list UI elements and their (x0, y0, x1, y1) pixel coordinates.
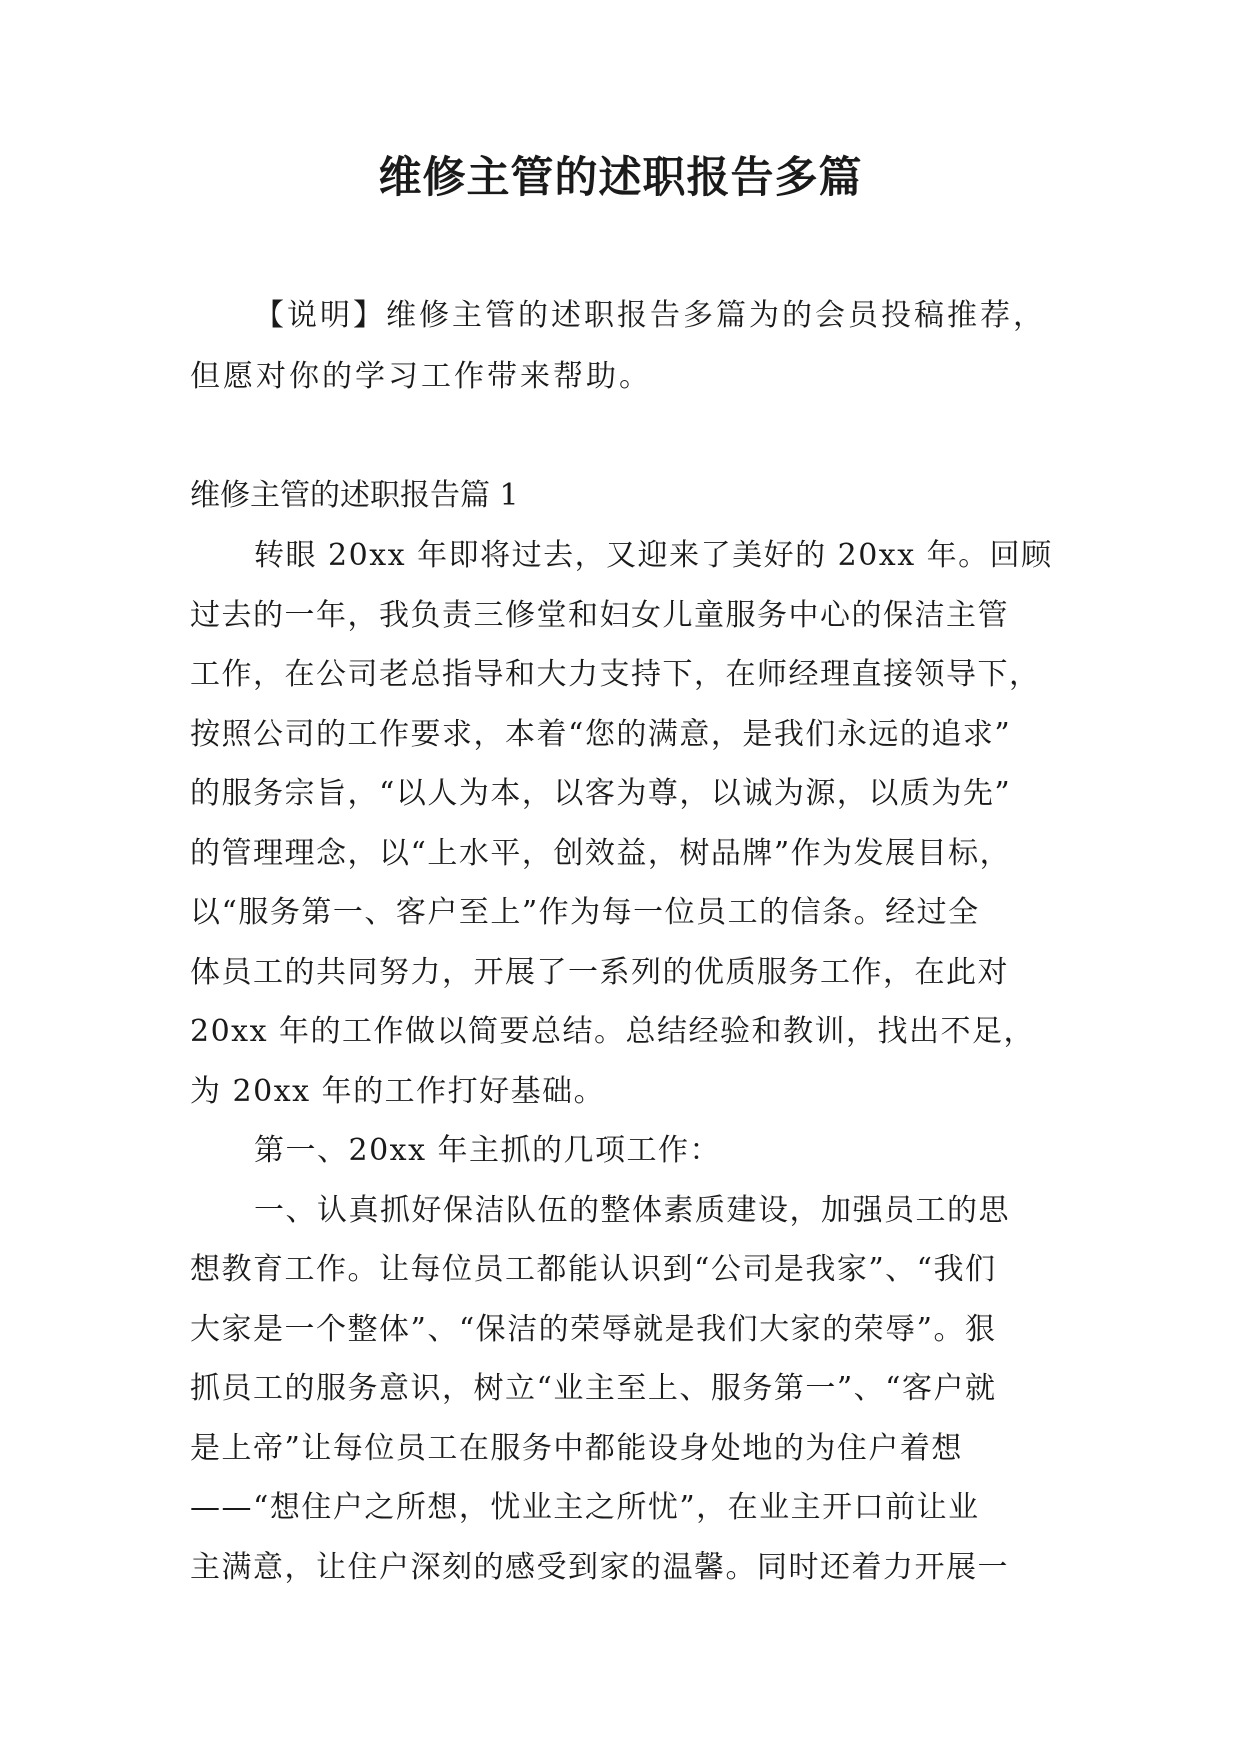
body-line: 第一、20xx 年主抓的几项工作： (254, 1133, 722, 1168)
intro-line: 【说明】维修主管的述职报告多篇为的会员投稿推荐， (254, 298, 1046, 333)
body-line: 主满意，让住户深刻的感受到家的温馨。同时还着力开展一 (190, 1550, 1009, 1585)
body-line: 一、认真抓好保洁队伍的整体素质建设，加强员工的思 (254, 1193, 1010, 1228)
body-line: 的管理理念，以“上水平，创效益，树品牌”作为发展目标， (190, 836, 1012, 871)
body-line: 过去的一年，我负责三修堂和妇女儿童服务中心的保洁主管 (190, 598, 1009, 633)
body-line: 转眼 20xx 年即将过去，又迎来了美好的 20xx 年。回顾 (254, 538, 1053, 573)
body-line: 工作，在公司老总指导和大力支持下，在师经理直接领导下， (190, 657, 1041, 692)
body-line: 是上帝”让每位员工在服务中都能设身处地的为住户着想 (190, 1431, 963, 1466)
body-line: 为 20xx 年的工作打好基础。 (190, 1074, 606, 1109)
body-line: 体员工的共同努力，开展了一系列的优质服务工作，在此对 (190, 955, 1009, 990)
body-line: 20xx 年的工作做以简要总结。总结经验和教训，找出不足， (190, 1014, 1036, 1049)
intro-line: 但愿对你的学习工作带来帮助。 (190, 359, 652, 394)
body-line: 抓员工的服务意识，树立“业主至上、服务第一”、“客户就 (190, 1371, 997, 1406)
body-line: ——“想住户之所想，忧业主之所忧”，在业主开口前让业 (190, 1490, 980, 1525)
body-line: 大家是一个整体”、“保洁的荣辱就是我们大家的荣辱”。狠 (190, 1312, 997, 1347)
document-title: 维修主管的述职报告多篇 (378, 153, 863, 203)
body-line: 按照公司的工作要求，本着“您的满意，是我们永远的追求” (190, 717, 1012, 752)
body-line: 想教育工作。让每位员工都能认识到“公司是我家”、“我们 (190, 1252, 997, 1287)
body-line: 的服务宗旨，“以人为本，以客为尊，以诚为源，以质为先” (190, 776, 1012, 811)
body-line: 以“服务第一、客户至上”作为每一位员工的信条。经过全 (190, 895, 980, 930)
section-heading: 维修主管的述职报告篇 1 (190, 478, 519, 513)
